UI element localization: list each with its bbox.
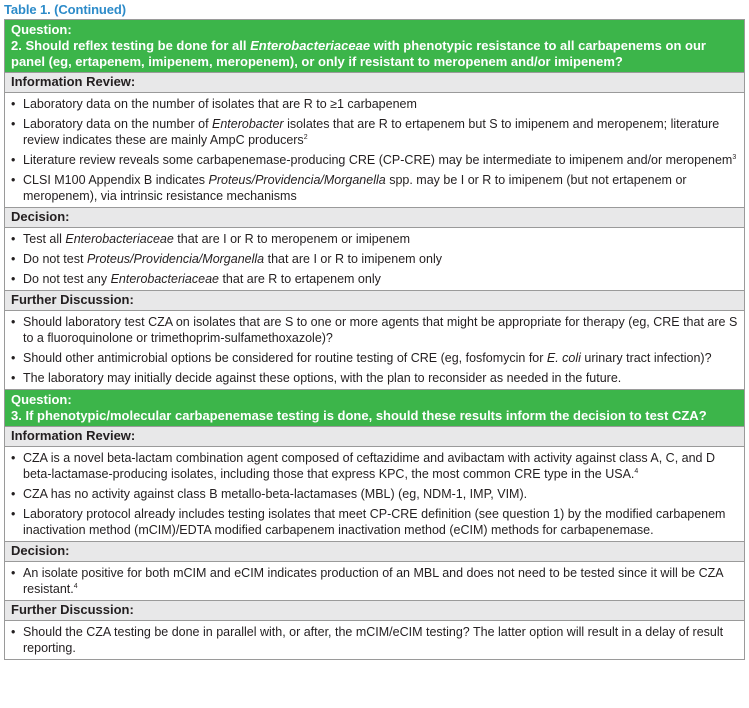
subheading-row bbox=[5, 542, 745, 562]
text-run: 3. If phenotypic/molecular carbapenemase testing is done, should these results inform the decision to test CZA? bbox=[11, 408, 707, 423]
bullet-item bbox=[11, 624, 738, 656]
bullet-icon: • bbox=[11, 451, 16, 465]
subheading: Information Review: bbox=[5, 427, 745, 447]
text-run: Should other antimicrobial options be considered for routine testing of CRE (eg, fosfomycin for bbox=[23, 351, 547, 365]
subheading: Further Discussion: bbox=[5, 291, 745, 311]
subheading-row bbox=[5, 291, 745, 311]
bullet-icon: • bbox=[11, 252, 16, 266]
content-row bbox=[5, 311, 745, 390]
subheading: Decision: bbox=[5, 208, 745, 228]
question-cell bbox=[5, 390, 745, 427]
text-run: urinary tract infection)? bbox=[580, 351, 712, 365]
content-row bbox=[5, 621, 745, 660]
reference-superscript: 3 bbox=[732, 154, 737, 161]
italic-term: Proteus/Providencia/Morganella bbox=[86, 252, 265, 266]
bullet-icon: • bbox=[11, 487, 16, 501]
content-cell bbox=[5, 93, 745, 208]
table-body bbox=[5, 20, 745, 660]
reference-superscript: 2 bbox=[303, 134, 308, 141]
text-run: CZA has no activity against class B metallo-beta-lactamases (MBL) (eg, NDM-1, IMP, VIM). bbox=[23, 487, 528, 501]
italic-term: Enterobacteriaceae bbox=[110, 272, 219, 286]
bullet-icon: • bbox=[11, 153, 16, 167]
italic-term: Enterobacteriaceae bbox=[65, 232, 174, 246]
content-row bbox=[5, 228, 745, 291]
text-run: Should laboratory test CZA on isolates that are S to one or more agents that might be appropriate for therapy (eg, CRE that are S to a fluoroquinolone or trimethoprim-sulfamethoxazole)? bbox=[23, 315, 738, 345]
bullet-item bbox=[11, 172, 738, 204]
bullet-icon: • bbox=[11, 315, 16, 329]
bullet-item bbox=[11, 506, 738, 538]
subheading-row bbox=[5, 208, 745, 228]
bullet-icon: • bbox=[11, 97, 16, 111]
bullet-item bbox=[11, 450, 738, 482]
text-run: spp. may be I or R to imipenem (but not ertapenem or meropenem), via intrinsic resistance mechanisms bbox=[23, 173, 687, 203]
bullet-item bbox=[11, 231, 738, 247]
subheading-row bbox=[5, 427, 745, 447]
subheading: Decision: bbox=[5, 542, 745, 562]
bullet-icon: • bbox=[11, 272, 16, 286]
bullet-item bbox=[11, 314, 738, 346]
bullet-item bbox=[11, 565, 738, 597]
question-text bbox=[11, 38, 738, 70]
text-run: Test all bbox=[23, 232, 66, 246]
text-run: that are I or R to meropenem or imipenem bbox=[173, 232, 411, 246]
text-run: that are I or R to imipenem only bbox=[264, 252, 442, 266]
reference-superscript: 4 bbox=[634, 468, 639, 475]
italic-term: Enterobacteriaceae bbox=[250, 38, 371, 53]
italic-term: Proteus/Providencia/Morganella bbox=[208, 173, 386, 187]
bullet-item bbox=[11, 370, 738, 386]
subheading-row bbox=[5, 601, 745, 621]
question-label: Question: bbox=[11, 22, 72, 37]
question-cell bbox=[5, 20, 745, 73]
content-cell bbox=[5, 311, 745, 390]
content-row bbox=[5, 447, 745, 542]
bullet-item bbox=[11, 486, 738, 502]
bullet-item bbox=[11, 96, 738, 112]
subheading-row bbox=[5, 73, 745, 93]
reference-superscript: 4 bbox=[73, 583, 78, 590]
italic-term: Enterobacter bbox=[212, 117, 284, 131]
text-run: CZA is a novel beta-lactam combination agent composed of ceftazidime and avibactam with activity against class A, C, and D beta-lactamase-producing isolates, including those that express KPC, the most common CRE type in the USA. bbox=[23, 451, 716, 481]
text-run: with phenotypic resistance to all carbapenems on our panel (eg, ertapenem, imipenem, meropenem), or only if resistant to meropenem and/or imipenem? bbox=[11, 38, 706, 69]
bullet-icon: • bbox=[11, 371, 16, 385]
text-run: Do not test any bbox=[23, 272, 111, 286]
text-run: Literature review reveals some carbapenemase-producing CRE (CP-CRE) may be intermediate to imipenem and/or meropenem bbox=[23, 153, 733, 167]
content-row bbox=[5, 93, 745, 208]
question-label: Question: bbox=[11, 392, 72, 407]
bullet-item bbox=[11, 251, 738, 267]
content-cell bbox=[5, 447, 745, 542]
content-row bbox=[5, 562, 745, 601]
text-run: Laboratory data on the number of bbox=[23, 117, 213, 131]
subheading: Information Review: bbox=[5, 73, 745, 93]
text-run: The laboratory may initially decide against these options, with the plan to reconsider as needed in the future. bbox=[23, 371, 622, 385]
bullet-icon: • bbox=[11, 232, 16, 246]
question-row bbox=[5, 390, 745, 427]
bullet-icon: • bbox=[11, 566, 16, 580]
text-run: An isolate positive for both mCIM and eCIM indicates production of an MBL and does not need to be tested since it will be CZA resistant. bbox=[23, 566, 723, 596]
italic-term: E. coli bbox=[546, 351, 581, 365]
text-run: Laboratory data on the number of isolates that are R to ≥1 carbapenem bbox=[23, 97, 417, 111]
bullet-item bbox=[11, 271, 738, 287]
bullet-item bbox=[11, 116, 738, 148]
guidance-table bbox=[4, 19, 745, 660]
question-row bbox=[5, 20, 745, 73]
bullet-item bbox=[11, 152, 738, 168]
text-run: CLSI M100 Appendix B indicates bbox=[23, 173, 209, 187]
text-run: 2. Should reflex testing be done for all bbox=[11, 38, 251, 53]
text-run: Do not test bbox=[23, 252, 87, 266]
text-run: isolates that are R to ertapenem but S to imipenem and meropenem; literature review indicates these are mainly AmpC producers bbox=[23, 117, 720, 147]
table-caption: Table 1. (Continued) bbox=[4, 2, 126, 17]
bullet-icon: • bbox=[11, 173, 16, 187]
content-cell bbox=[5, 562, 745, 601]
content-cell bbox=[5, 228, 745, 291]
bullet-icon: • bbox=[11, 625, 16, 639]
text-run: Should the CZA testing be done in parallel with, or after, the mCIM/eCIM testing? The latter option will result in a delay of result reporting. bbox=[23, 625, 724, 655]
text-run: Laboratory protocol already includes testing isolates that meet CP-CRE definition (see question 1) by the modified carbapenem inactivation method (mCIM)/EDTA modified carbapenem inactivation method (eCIM) methods for carbapenemase. bbox=[23, 507, 726, 537]
subheading: Further Discussion: bbox=[5, 601, 745, 621]
bullet-item bbox=[11, 350, 738, 366]
content-cell bbox=[5, 621, 745, 660]
text-run: that are R to ertapenem only bbox=[218, 272, 381, 286]
bullet-icon: • bbox=[11, 507, 16, 521]
bullet-icon: • bbox=[11, 117, 16, 131]
bullet-icon: • bbox=[11, 351, 16, 365]
question-text bbox=[11, 408, 738, 424]
